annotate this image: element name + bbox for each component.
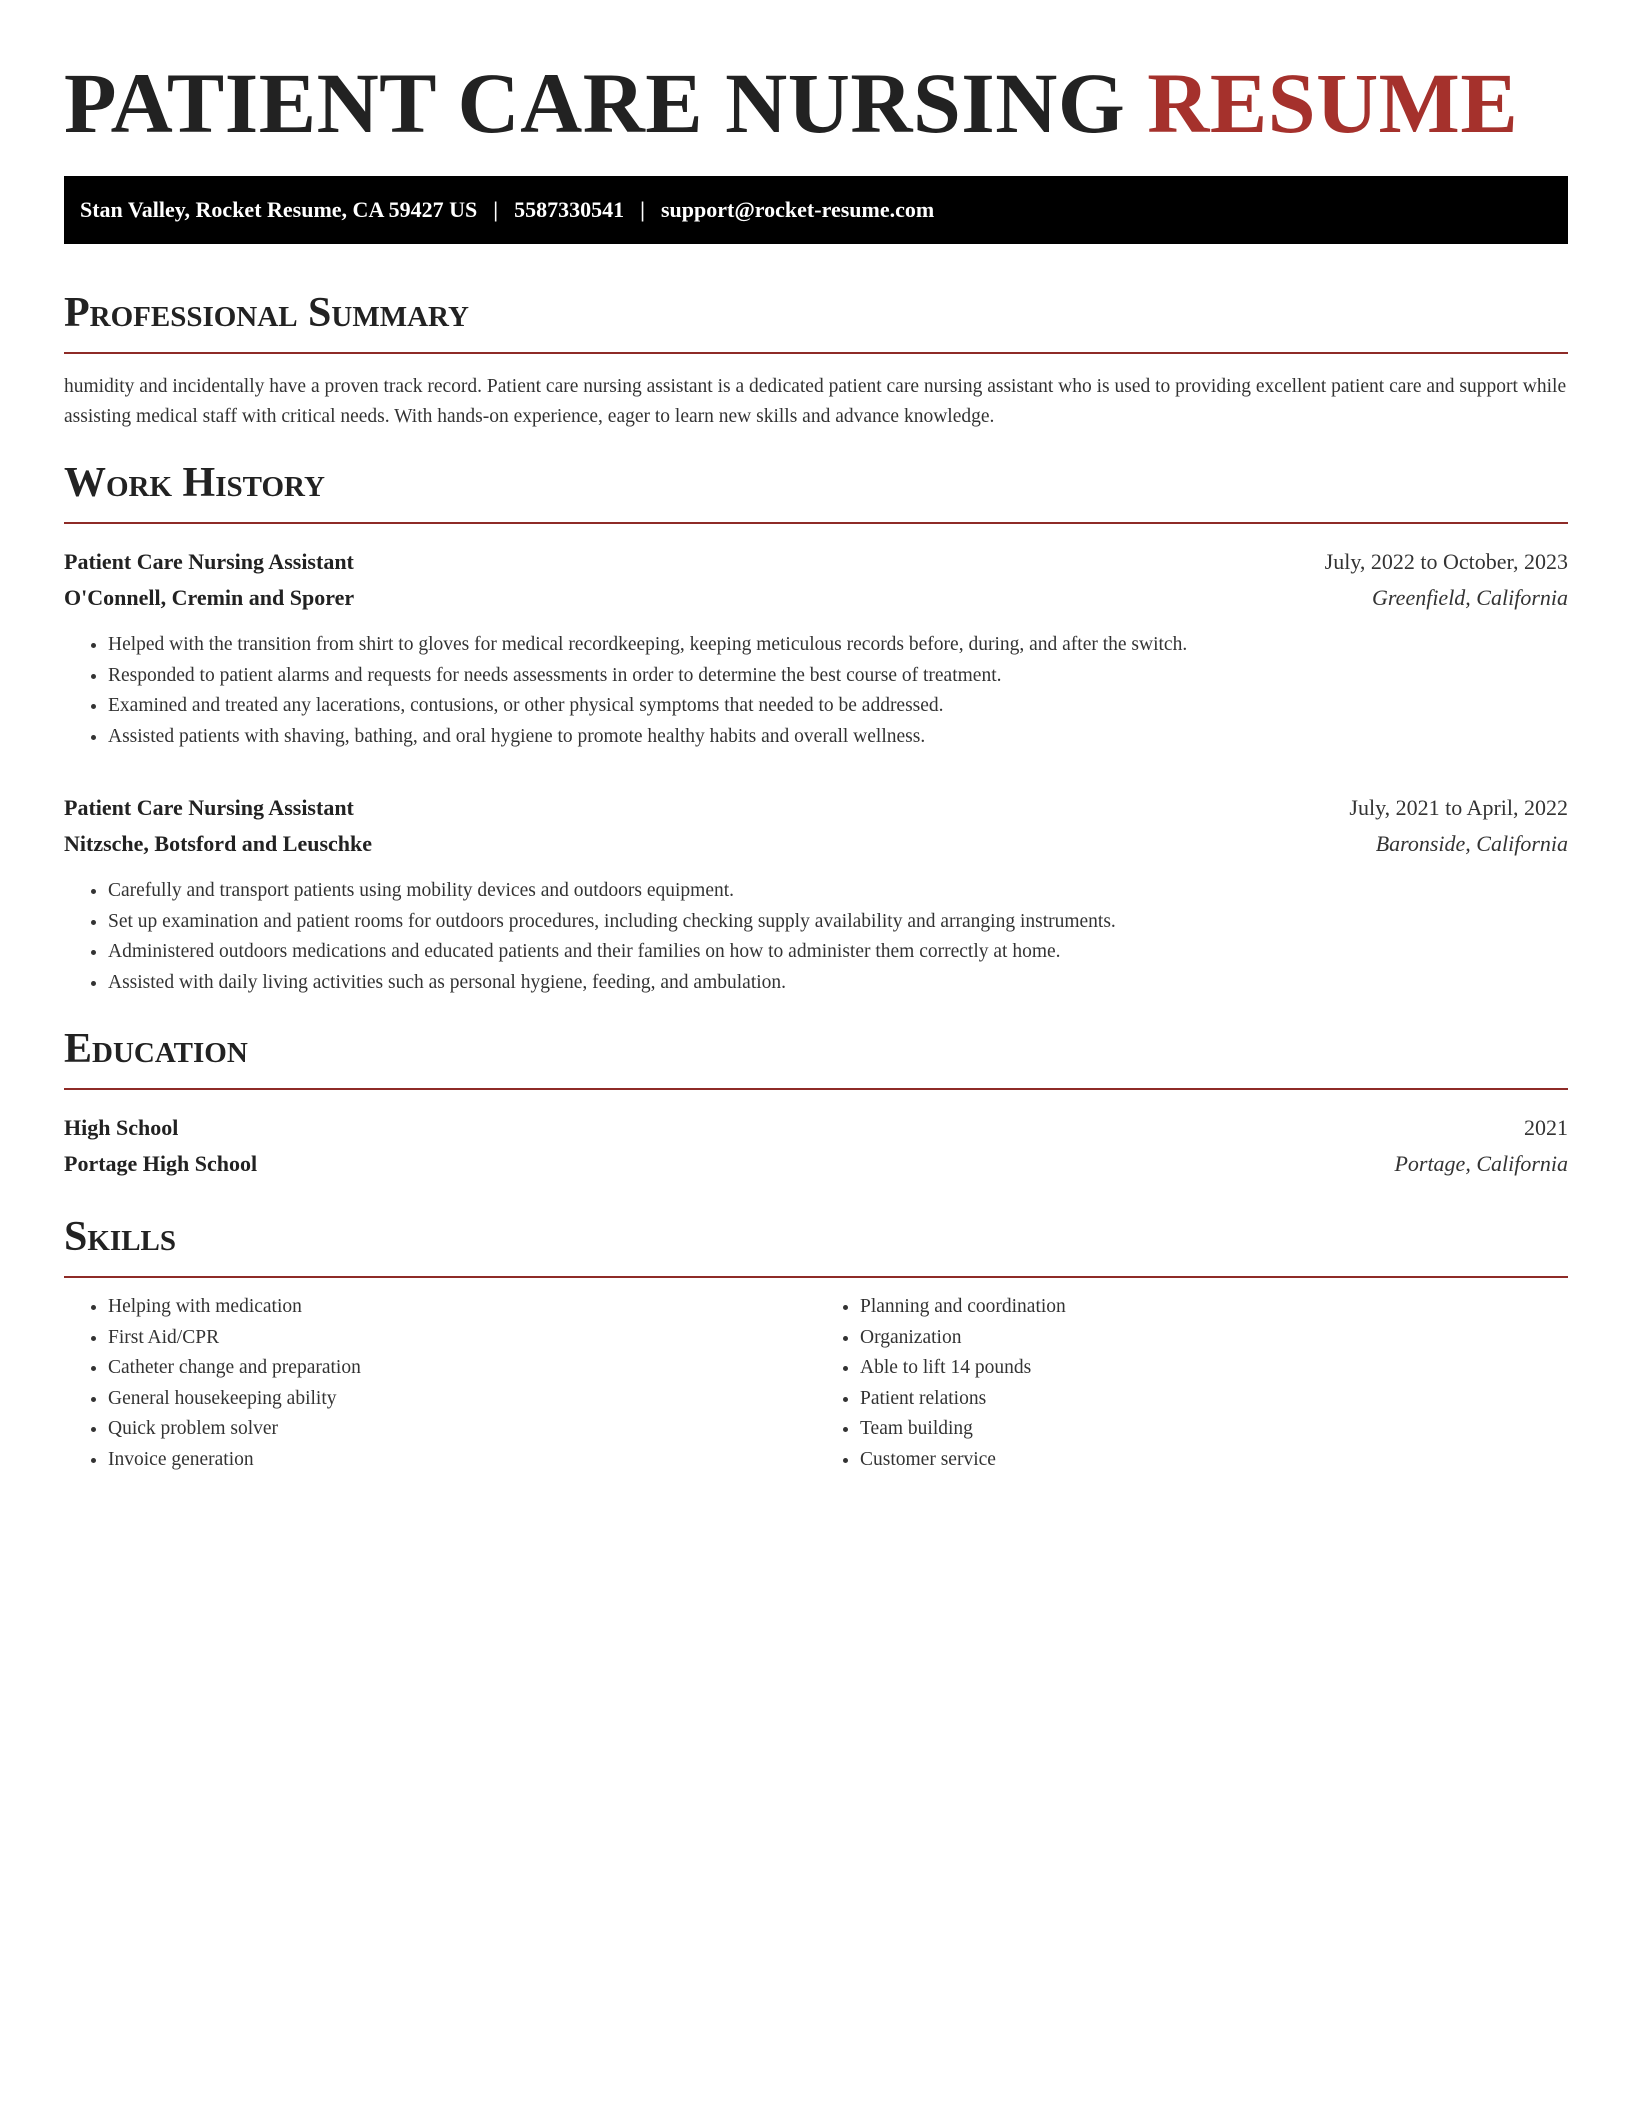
- job-company: O'Connell, Cremin and Sporer: [64, 585, 355, 610]
- skills-column-left: [64, 1292, 816, 1475]
- title-accent: RESUME: [1147, 55, 1519, 151]
- education-degree: High School: [64, 1115, 179, 1140]
- job-dates: July, 2022 to October, 2023: [1324, 549, 1568, 574]
- job-duty: • Responded to patient alarms and requests for needs assessments in order to determine the best course of treatment.: [108, 661, 1568, 692]
- job-company: Nitzsche, Botsford and Leuschke: [64, 831, 373, 856]
- job-entry: [64, 544, 1568, 752]
- skill-item: • Planning and coordination: [860, 1292, 1568, 1323]
- education-entry: [64, 1110, 1568, 1182]
- job-title: Patient Care Nursing Assistant: [64, 549, 354, 574]
- section-divider: [64, 1088, 1568, 1090]
- job-duty: • Carefully and transport patients using mobility devices and outdoors equipment.: [108, 876, 1568, 907]
- summary-text: humidity and incidentally have a proven track record. Patient care nursing assistant is a dedicated patient care nursing assistant who is used to providing excellent patient care and support while assisting medical staff with critical needs. With hands-on experience, eager to learn new skills and advance knowledge.: [64, 376, 1567, 427]
- job-duties: [64, 876, 1568, 998]
- skill-item: • Organization: [860, 1323, 1568, 1354]
- job-duty: • Assisted patients with shaving, bathing, and oral hygiene to promote healthy habits and overall wellness.: [108, 722, 1568, 753]
- resume-title: [64, 0, 1568, 150]
- contact-email: support@rocket-resume.com: [660, 197, 935, 222]
- contact-address: Stan Valley, Rocket Resume, CA 59427 US: [80, 197, 478, 222]
- skill-item: • General housekeeping ability: [108, 1384, 816, 1415]
- skill-item: • Customer service: [860, 1445, 1568, 1476]
- job-duty: • Helped with the transition from shirt to gloves for medical recordkeeping, keeping meticulous records before, during, and after the switch.: [108, 630, 1568, 661]
- skill-item: • Catheter change and preparation: [108, 1353, 816, 1384]
- job-location: Greenfield, California: [1372, 585, 1568, 610]
- education-location: Portage, California: [1394, 1151, 1568, 1176]
- job-dates: July, 2021 to April, 2022: [1349, 795, 1568, 820]
- job-entry: [64, 790, 1568, 998]
- job-duties: [64, 630, 1568, 752]
- section-divider: [64, 522, 1568, 524]
- section-divider: [64, 1276, 1568, 1278]
- job-company-row: [64, 826, 1568, 862]
- skill-item: • Quick problem solver: [108, 1414, 816, 1445]
- contact-bar: [64, 176, 1568, 244]
- skills-grid: [64, 1292, 1568, 1475]
- skill-item: • Helping with medication: [108, 1292, 816, 1323]
- skills-heading: Skills: [64, 1214, 177, 1260]
- skill-item: • First Aid/CPR: [108, 1323, 816, 1354]
- job-duty: • Administered outdoors medications and educated patients and their families on how to administer them correctly at home.: [108, 937, 1568, 968]
- education-school-row: [64, 1146, 1568, 1182]
- job-duty: • Assisted with daily living activities such as personal hygiene, feeding, and ambulation.: [108, 968, 1568, 999]
- education-year: 2021: [1524, 1115, 1568, 1140]
- education-degree-row: [64, 1110, 1568, 1146]
- job-header-row: [64, 790, 1568, 826]
- job-company-row: [64, 580, 1568, 616]
- skill-item: • Invoice generation: [108, 1445, 816, 1476]
- skill-item: • Team building: [860, 1414, 1568, 1445]
- summary-heading: Professional Summary: [64, 290, 469, 336]
- skill-item: • Patient relations: [860, 1384, 1568, 1415]
- education-heading: Education: [64, 1026, 248, 1072]
- contact-phone: 5587330541: [514, 197, 625, 222]
- job-duty: • Examined and treated any lacerations, contusions, or other physical symptoms that needed to be addressed.: [108, 691, 1568, 722]
- job-duty: • Set up examination and patient rooms for outdoors procedures, including checking supply availability and arranging instruments.: [108, 907, 1568, 938]
- job-title: Patient Care Nursing Assistant: [64, 795, 354, 820]
- contact-separator: |: [493, 197, 499, 222]
- contact-separator: |: [640, 197, 645, 222]
- title-main: PATIENT CARE NURSING: [64, 55, 1126, 151]
- skill-item: • Able to lift 14 pounds: [860, 1353, 1568, 1384]
- work-history-heading: Work History: [64, 460, 325, 506]
- skills-column-right: [816, 1292, 1568, 1475]
- section-divider: [64, 352, 1568, 354]
- job-location: Baronside, California: [1375, 831, 1568, 856]
- job-header-row: [64, 544, 1568, 580]
- education-school: Portage High School: [64, 1151, 258, 1176]
